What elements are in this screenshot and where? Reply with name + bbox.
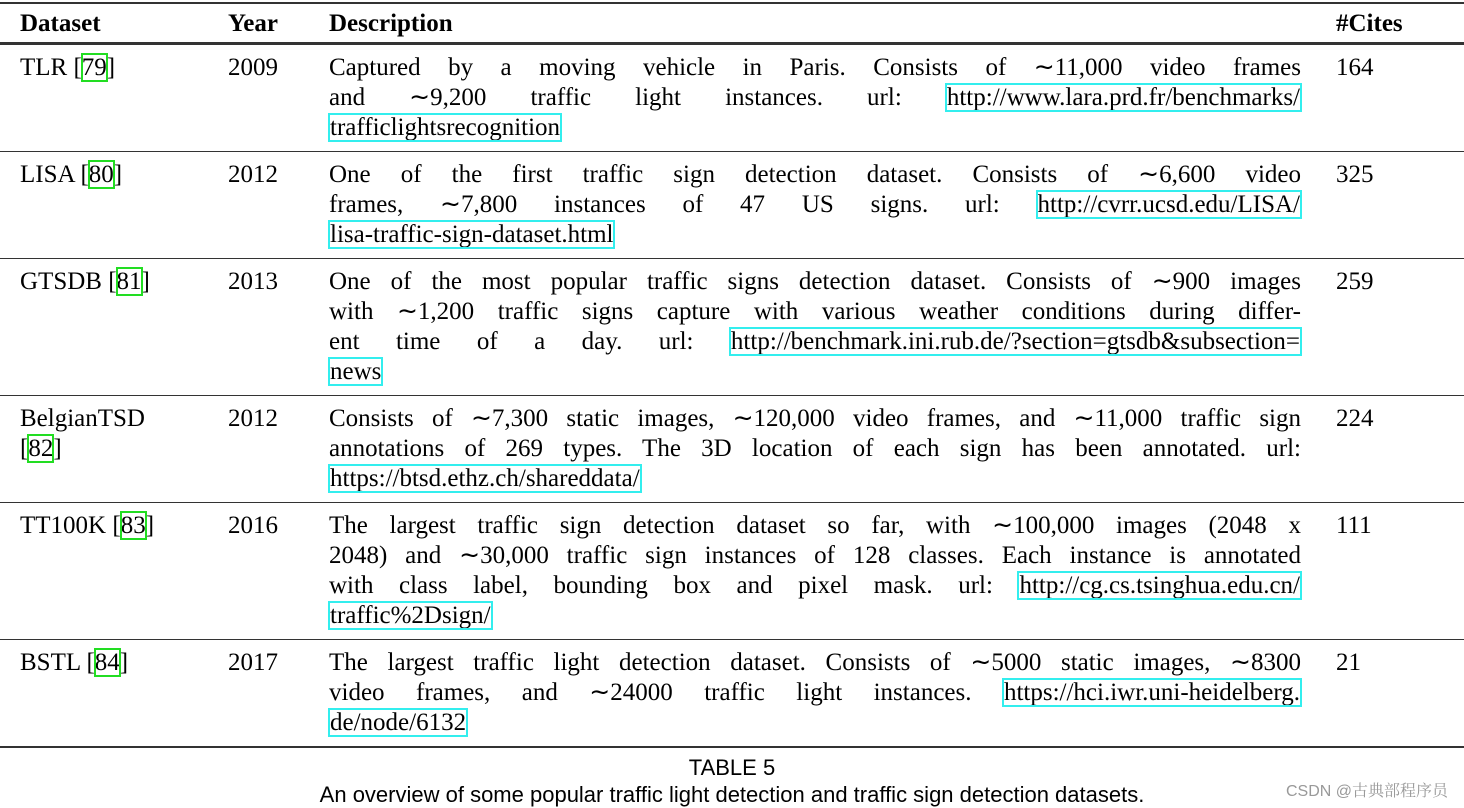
description-text: Captured by a moving vehicle in Paris. Consists of ∼11,000 video frames: [329, 54, 1301, 81]
table-row: [0, 395, 1464, 502]
citation-link[interactable]: 81: [116, 268, 142, 295]
cites-cell: 164: [1336, 54, 1374, 81]
description-line: [329, 434, 1301, 464]
dataset-label: BelgianTSD: [20, 405, 145, 432]
url-link[interactable]: trafficlightsrecognition: [330, 114, 561, 141]
description-cell: [329, 404, 1301, 494]
description-line: [329, 53, 1301, 83]
caption-label: TABLE 5: [688, 755, 776, 780]
table-row: [0, 151, 1464, 258]
citation-link[interactable]: 83: [120, 512, 146, 539]
url-link[interactable]: traffic%2Dsign/: [330, 602, 491, 629]
cites-cell: 111: [1336, 512, 1372, 539]
dataset-name: BSTL [84]: [20, 649, 129, 676]
dataset-label: GTSDB: [20, 268, 102, 295]
header-dataset: Dataset: [20, 10, 101, 37]
description-line: [329, 708, 1301, 738]
table-row: [0, 639, 1464, 746]
dataset-label: LISA: [20, 161, 75, 188]
description-text: with ∼1,200 traffic signs capture with various weather conditions during differ-: [329, 298, 1301, 325]
year-cell: 2017: [228, 649, 278, 676]
url-link[interactable]: http://benchmark.ini.rub.de/?section=gtsdb&subsection=: [730, 328, 1300, 355]
table-caption: [0, 754, 1464, 808]
description-text: and ∼9,200 traffic light instances. url:: [329, 84, 946, 111]
description-text: The largest traffic light detection dataset. Consists of ∼5000 static images, ∼8300: [329, 649, 1301, 676]
description-line: [329, 648, 1301, 678]
description-line: [329, 160, 1301, 190]
dataset-name: TT100K [83]: [20, 512, 155, 539]
dataset-label: TLR: [20, 54, 68, 81]
description-cell: [329, 267, 1301, 387]
description-line: [329, 601, 1301, 631]
cites-cell: 259: [1336, 268, 1374, 295]
description-text: Consists of ∼7,300 static images, ∼120,000 video frames, and ∼11,000 traffic sign: [329, 405, 1301, 432]
description-text: One of the most popular traffic signs detection dataset. Consists of ∼900 images: [329, 268, 1301, 295]
url-link[interactable]: https://btsd.ethz.ch/shareddata/: [330, 465, 640, 492]
description-cell: [329, 648, 1301, 738]
dataset-name: GTSDB [81]: [20, 268, 150, 295]
description-line: [329, 83, 1301, 113]
header-description: Description: [329, 10, 453, 37]
description-text: with class label, bounding box and pixel mask. url:: [329, 572, 1019, 599]
description-line: [329, 404, 1301, 434]
year-cell: 2016: [228, 512, 278, 539]
table-header: [0, 4, 1464, 44]
description-text: video frames, and ∼24000 traffic light instances.: [329, 679, 1003, 706]
description-cell: [329, 53, 1301, 143]
description-line: [329, 190, 1301, 220]
cites-cell: 224: [1336, 405, 1374, 432]
description-cell: [329, 160, 1301, 250]
description-line: [329, 113, 1301, 143]
table-row: [0, 44, 1464, 151]
url-link[interactable]: http://cg.cs.tsinghua.edu.cn/: [1019, 572, 1300, 599]
citation-link[interactable]: 84: [94, 649, 120, 676]
year-cell: 2013: [228, 268, 278, 295]
datasets-table: [0, 2, 1464, 748]
year-cell: 2012: [228, 161, 278, 188]
year-cell: 2012: [228, 405, 278, 432]
dataset-label: BSTL: [20, 649, 81, 676]
dataset-name: LISA [80]: [20, 161, 123, 188]
description-line: [329, 678, 1301, 708]
description-line: [329, 327, 1301, 357]
cites-cell: 21: [1336, 649, 1361, 676]
header-year: Year: [228, 10, 278, 37]
cites-cell: 325: [1336, 161, 1374, 188]
description-text: 2048) and ∼30,000 traffic sign instances of 128 classes. Each instance is annotated: [329, 542, 1301, 569]
dataset-name: BelgianTSD [82]: [20, 405, 145, 462]
caption-text: An overview of some popular traffic light detection and traffic sign detection datasets.: [319, 782, 1145, 807]
description-line: [329, 571, 1301, 601]
url-link[interactable]: http://cvrr.ucsd.edu/LISA/: [1037, 191, 1300, 218]
table-row: [0, 502, 1464, 639]
description-line: [329, 541, 1301, 571]
dataset-name: TLR [79]: [20, 54, 116, 81]
description-line: [329, 511, 1301, 541]
url-link[interactable]: news: [330, 358, 382, 385]
dataset-label: TT100K: [20, 512, 107, 539]
description-cell: [329, 511, 1301, 631]
url-link[interactable]: lisa-traffic-sign-dataset.html: [330, 221, 614, 248]
watermark: CSDN @古典部程序员: [1285, 783, 1448, 800]
year-cell: 2009: [228, 54, 278, 81]
url-link[interactable]: http://www.lara.prd.fr/benchmarks/: [946, 84, 1300, 111]
table-row: [0, 258, 1464, 395]
citation-link[interactable]: 82: [28, 435, 54, 462]
description-line: [329, 357, 1301, 387]
header-cites: #Cites: [1336, 10, 1403, 37]
description-text: One of the first traffic sign detection dataset. Consists of ∼6,600 video: [329, 161, 1301, 188]
description-line: [329, 297, 1301, 327]
description-line: [329, 464, 1301, 494]
description-line: [329, 267, 1301, 297]
url-link[interactable]: https://hci.iwr.uni-heidelberg.: [1003, 679, 1300, 706]
url-link[interactable]: de/node/6132: [330, 709, 467, 736]
citation-link[interactable]: 79: [81, 54, 107, 81]
description-line: [329, 220, 1301, 250]
description-text: annotations of 269 types. The 3D location of each sign has been annotated. url:: [329, 435, 1301, 462]
description-text: frames, ∼7,800 instances of 47 US signs. url:: [329, 191, 1037, 218]
citation-link[interactable]: 80: [88, 161, 114, 188]
description-text: The largest traffic sign detection dataset so far, with ∼100,000 images (2048 x: [329, 512, 1301, 539]
description-text: ent time of a day. url:: [329, 328, 730, 355]
